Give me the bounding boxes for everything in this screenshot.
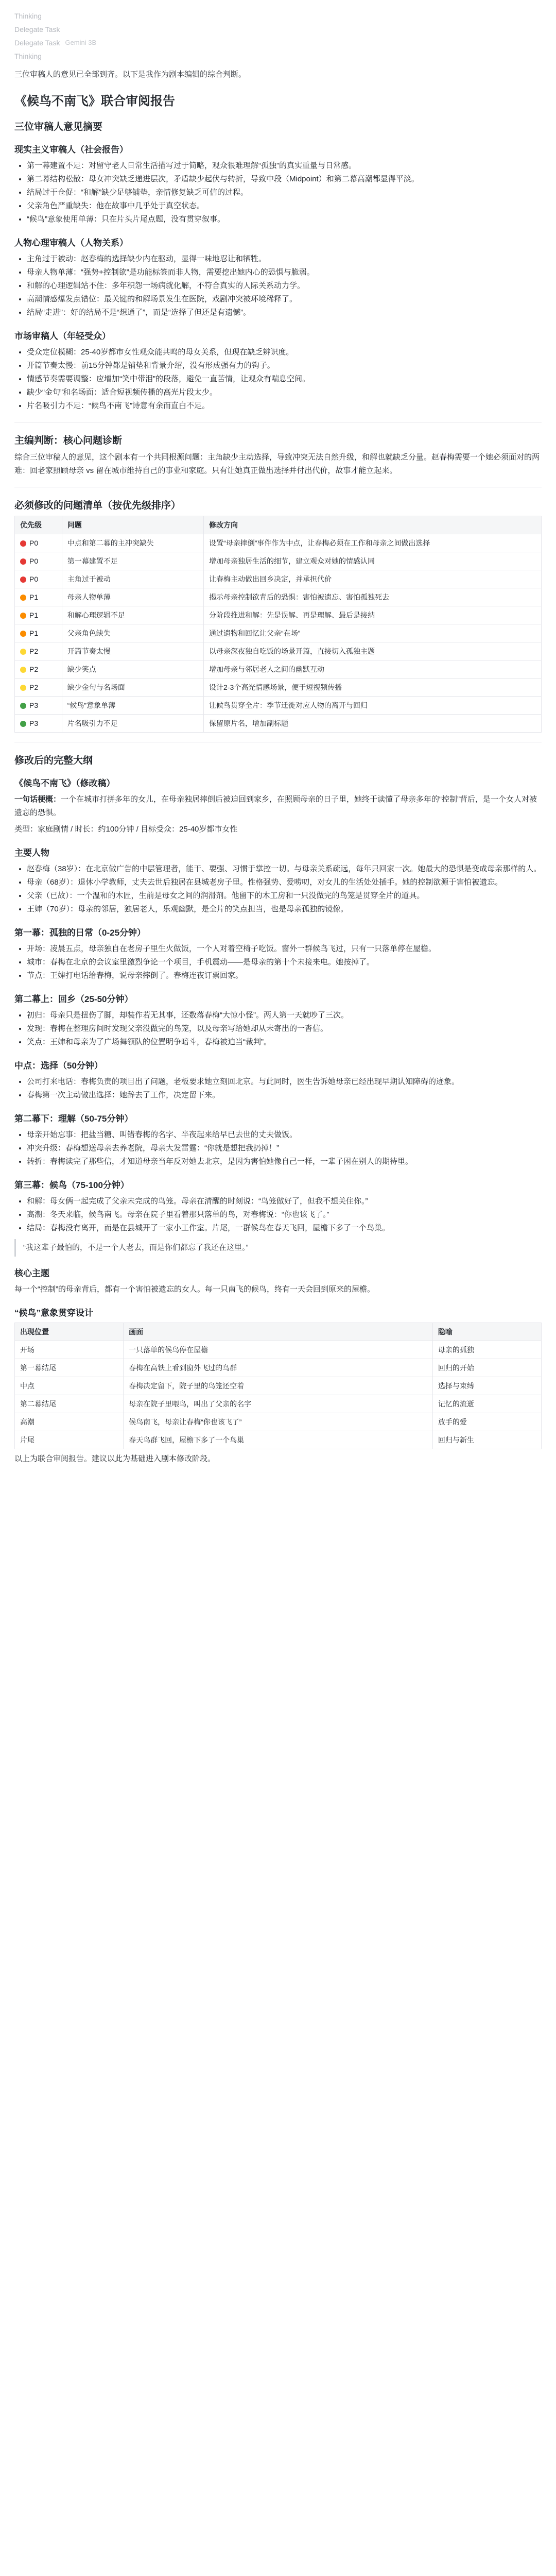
- list-item: • 和解的心理逻辑站不住：多年积怨一场病就化解，不符合真实的人际关系动力学。: [27, 279, 542, 293]
- list-item: • 开篇节奏太慢：前15分钟都是铺垫和背景介绍，没有形成强有力的钩子。: [27, 359, 542, 372]
- key-quote: “我这辈子最怕的，不是一个人老去，而是你们都忘了我还在这里。”: [14, 1239, 542, 1257]
- fix-cell: 揭示母亲控制欲背后的恐惧：害怕被遗忘、害怕孤独死去: [204, 588, 542, 606]
- column-header: 隐喻: [432, 1323, 541, 1341]
- motif-cell: 第二幕结尾: [15, 1395, 124, 1413]
- priority-dot-icon: [20, 703, 26, 709]
- fix-cell: 以母亲深夜独自吃饭的场景开篇，直接切入孤独主题: [204, 642, 542, 660]
- table-row: [15, 570, 542, 588]
- scene-item: • 节点：王婶打电话给春梅，说母亲摔倒了。春梅连夜订票回家。: [27, 969, 542, 982]
- theme-heading: 核心主题: [14, 1268, 49, 1278]
- issue-cell: 片名吸引力不足: [62, 715, 203, 733]
- motif-heading: “候鸟”意象贯穿设计: [14, 1308, 93, 1318]
- priority-label: P0: [29, 557, 39, 565]
- priority-dot-icon: [20, 613, 26, 619]
- table-row: [15, 1377, 542, 1395]
- priority-dot-icon: [20, 595, 26, 601]
- scene-item: • 转折：春梅读完了那些信，才知道母亲当年反对她去北京，是因为害怕她像自己一样，一辈子困在别人的期待里。: [27, 1155, 542, 1168]
- table-row: [15, 642, 542, 660]
- table-row: [15, 715, 542, 733]
- scene-item: • 开场：凌晨五点，母亲独自在老房子里生火做饭，一个人对着空椅子吃饭。窗外一群候鸟飞过，只有一只落单停在屋檐。: [27, 942, 542, 956]
- act-heading: 第三幕：候鸟（75-100分钟）: [14, 1180, 129, 1190]
- reviewer-list: [14, 346, 542, 413]
- priority-cell: [15, 642, 62, 660]
- logline: [14, 793, 542, 820]
- character-item: • 母亲（68岁）：退休小学教师，丈夫去世后独居在县城老房子里。性格强势、爱唠叨，对女儿的生活处处插手。她的控制欲源于害怕被遗忘。: [27, 876, 542, 889]
- priority-dot-icon: [20, 577, 26, 583]
- priority-label: P0: [29, 539, 39, 547]
- scene-list: [14, 1009, 542, 1049]
- fix-cell: 通过遗物和回忆让父亲“在场”: [204, 624, 542, 642]
- motif-cell: 片尾: [15, 1431, 124, 1449]
- scene-item: • 公司打来电话：春梅负责的项目出了问题，老板要求她立刻回北京。与此同时，医生告诉她母亲已经出现早期认知障碍的迹象。: [27, 1075, 542, 1089]
- section-heading: 修改后的完整大纲: [14, 755, 93, 766]
- priority-label: P3: [29, 701, 39, 709]
- table-row: [15, 1359, 542, 1377]
- act-heading: 第一幕：孤独的日常（0-25分钟）: [14, 928, 146, 938]
- fix-cell: 让春梅主动做出回乡决定，并承担代价: [204, 570, 542, 588]
- table-row: [15, 624, 542, 642]
- act-heading: 第二幕上：回乡（25-50分钟）: [14, 994, 133, 1004]
- scene-item: • 笑点：王婶和母亲为了广场舞领队的位置明争暗斗，春梅被迫当“裁判”。: [27, 1036, 542, 1049]
- priority-label: P1: [29, 611, 39, 619]
- delegate-label: Delegate Task: [14, 39, 60, 47]
- table-row: [15, 1413, 542, 1431]
- priority-dot-icon: [20, 631, 26, 637]
- priority-cell: [15, 679, 62, 697]
- priority-cell: [15, 606, 62, 624]
- film-meta: 类型：家庭剧情 / 时长：约100分钟 / 目标受众：25-40岁都市女性: [14, 825, 238, 834]
- intro-text: 三位审稿人的意见已全部到齐。以下是我作为剧本编辑的综合判断。: [14, 70, 247, 79]
- priority-label: P1: [29, 593, 39, 601]
- theme-text: 每一个“控制”的母亲背后，都有一个害怕被遗忘的女人。每一只南飞的候鸟，终有一天会回到原来的屋檐。: [14, 1285, 375, 1294]
- issue-cell: 父亲角色缺失: [62, 624, 203, 642]
- priority-table: [14, 516, 542, 733]
- issue-cell: 第一幕建置不足: [62, 552, 203, 570]
- table-body: [15, 1341, 542, 1449]
- priority-cell: [15, 552, 62, 570]
- fix-cell: 增加母亲与邻居老人之间的幽默互动: [204, 660, 542, 679]
- priority-label: P2: [29, 647, 39, 655]
- fix-cell: 设计2-3个高光情感场景，便于短视频传播: [204, 679, 542, 697]
- scene-item: • 和解：母女俩一起完成了父亲未完成的鸟笼。母亲在清醒的时刻说：“鸟笼做好了，但我不想关住你。”: [27, 1195, 542, 1208]
- priority-cell: [15, 588, 62, 606]
- motif-cell: 回归与新生: [432, 1431, 541, 1449]
- fix-cell: 分阶段推进和解：先是误解、再是理解、最后是接纳: [204, 606, 542, 624]
- list-item: • 高潮情感爆发点错位：最关键的和解场景发生在医院，戏剧冲突被环境稀释了。: [27, 293, 542, 306]
- priority-label: P2: [29, 665, 39, 673]
- priority-dot-icon: [20, 667, 26, 673]
- thinking-row[interactable]: [14, 49, 542, 63]
- priority-dot-icon: [20, 649, 26, 655]
- thinking-label: Thinking: [14, 52, 42, 60]
- scene-list: [14, 1075, 542, 1102]
- delegate-row[interactable]: [14, 36, 542, 49]
- priority-dot-icon: [20, 558, 26, 565]
- scene-item: • 高潮：冬天来临，候鸟南飞。母亲在院子里看着那只落单的鸟，对春梅说：“你也该飞了。”: [27, 1208, 542, 1222]
- scene-item: • 初归：母亲只是扭伤了脚，却装作若无其事，还数落春梅“大惊小怪”。两人第一天就吵了三次。: [27, 1009, 542, 1022]
- motif-cell: 一只落单的候鸟停在屋檐: [124, 1341, 433, 1359]
- priority-dot-icon: [20, 685, 26, 691]
- list-item: • 父亲角色严重缺失：他在故事中几乎处于真空状态。: [27, 199, 542, 213]
- motif-cell: 第一幕结尾: [15, 1359, 124, 1377]
- list-item: • 第一幕建置不足：对留守老人日常生活描写过于简略，观众很难理解“孤独”的真实重量与日常感。: [27, 159, 542, 173]
- logline-text: 一个在城市打拼多年的女儿，在母亲独居摔倒后被迫回到家乡，在照顾母亲的日子里，她终于读懂了母亲多年的“控制”背后，是一个女人对被遗忘的恐惧。: [14, 795, 537, 817]
- list-item: • 结局“走进”：好的结局不是“想通了”，而是“选择了但还是有遗憾”。: [27, 306, 542, 319]
- motif-cell: 选择与束缚: [432, 1377, 541, 1395]
- section-heading: 三位审稿人意见摘要: [14, 122, 103, 132]
- issue-cell: 开篇节奏太慢: [62, 642, 203, 660]
- act-heading: 中点：选择（50分钟）: [14, 1061, 103, 1071]
- priority-dot-icon: [20, 540, 26, 547]
- closing-text: 以上为联合审阅报告。建议以此为基础进入剧本修改阶段。: [14, 1454, 216, 1463]
- subsection-heading: 市场审稿人（年轻受众）: [14, 331, 111, 341]
- motif-cell: 高潮: [15, 1413, 124, 1431]
- priority-cell: [15, 534, 62, 552]
- character-item: • 赵春梅（38岁）：在北京做广告的中层管理者，能干、要强、习惯于掌控一切。与母亲关系疏远，每年只回家一次。她最大的恐惧是变成母亲那样的人。: [27, 862, 542, 876]
- reviewer-list: [14, 159, 542, 226]
- table-row: [15, 660, 542, 679]
- table-row: [15, 552, 542, 570]
- table-row: [15, 1341, 542, 1359]
- list-item: • 结局过于仓促：“和解”缺少足够铺垫，亲情修复缺乏可信的过程。: [27, 186, 542, 199]
- fix-cell: 让候鸟贯穿全片：季节迁徙对应人物的离开与回归: [204, 697, 542, 715]
- logline-label: 一句话梗概：: [14, 795, 61, 804]
- table-row: [15, 588, 542, 606]
- act-heading: 第二幕下：理解（50-75分钟）: [14, 1114, 133, 1124]
- priority-cell: [15, 697, 62, 715]
- issue-cell: 中点和第二幕的主冲突缺失: [62, 534, 203, 552]
- priority-label: P0: [29, 575, 39, 583]
- issue-cell: 和解心理逻辑不足: [62, 606, 203, 624]
- list-item: • 母亲人物单薄：“强势+控制欲”是功能标签而非人物，需要挖出她内心的恐惧与脆弱。: [27, 266, 542, 279]
- scene-item: • 结局：春梅没有离开，而是在县城开了一家小工作室。片尾，一群候鸟在春天飞回，屋檐下多了一个鸟巢。: [27, 1222, 542, 1235]
- scene-item: • 发现：春梅在整理房间时发现父亲没做完的鸟笼，以及母亲写给她却从未寄出的一沓信。: [27, 1022, 542, 1036]
- issue-cell: 主角过于被动: [62, 570, 203, 588]
- issue-cell: 缺少金句与名场面: [62, 679, 203, 697]
- priority-cell: [15, 715, 62, 733]
- column-header: 问题: [62, 516, 203, 534]
- column-header: 出现位置: [15, 1323, 124, 1341]
- priority-label: P2: [29, 683, 39, 691]
- issue-cell: 母亲人物单薄: [62, 588, 203, 606]
- motif-cell: 开场: [15, 1341, 124, 1359]
- scene-list: [14, 1128, 542, 1168]
- list-item: • “候鸟”意象使用单薄：只在片头片尾点题，没有贯穿叙事。: [27, 213, 542, 226]
- motif-cell: 春梅决定留下，院子里的鸟笼还空着: [124, 1377, 433, 1395]
- delegate-label: Delegate Task: [14, 25, 60, 33]
- scene-list: [14, 1195, 542, 1235]
- thinking-row[interactable]: [14, 9, 542, 23]
- table-header-row: [15, 1323, 542, 1341]
- motif-table: [14, 1323, 542, 1449]
- character-item: • 王婶（70岁）：母亲的邻居，独居老人，乐观幽默，是全片的笑点担当，也是母亲孤独的镜像。: [27, 903, 542, 916]
- table-header-row: [15, 516, 542, 534]
- list-item: • 第二幕结构松散：母女冲突缺乏递进层次，矛盾缺少起伏与转折，导致中段（Midpoint）和第二幕高潮都显得平淡。: [27, 173, 542, 186]
- priority-cell: [15, 624, 62, 642]
- motif-cell: 春天鸟群飞回，屋檐下多了一个鸟巢: [124, 1431, 433, 1449]
- table-row: [15, 606, 542, 624]
- table-row: [15, 1395, 542, 1413]
- priority-cell: [15, 660, 62, 679]
- motif-cell: 中点: [15, 1377, 124, 1395]
- issue-cell: 缺少笑点: [62, 660, 203, 679]
- priority-dot-icon: [20, 721, 26, 727]
- motif-cell: 候鸟南飞，母亲让春梅“你也该飞了”: [124, 1413, 433, 1431]
- column-header: 优先级: [15, 516, 62, 534]
- character-item: • 父亲（已故）：一个温和的木匠，生前是母女之间的润滑剂。他留下的木工房和一只没做完的鸟笼是贯穿全片的道具。: [27, 889, 542, 903]
- list-item: • 片名吸引力不足：“候鸟不南飞”诗意有余而直白不足。: [27, 399, 542, 413]
- scene-item: • 冲突升级：春梅想送母亲去养老院，母亲大发雷霆：“你就是想把我扔掉！”: [27, 1142, 542, 1155]
- table-row: [15, 534, 542, 552]
- diagnosis-text: 综合三位审稿人的意见，这个剧本有一个共同根源问题：主角缺少主动选择，导致冲突无法自然升级，和解也就缺乏分量。赵春梅需要一个她必须面对的两难：回老家照顾母亲 vs 留在城市维持自己的事业和家庭。只有让她真正做出选择并付出代价，故事才能立起来。: [14, 453, 540, 475]
- scene-item: • 城市：春梅在北京的会议室里激烈争论一个项目，手机震动——是母亲的第十个未接来电。她按掉了。: [27, 956, 542, 969]
- subsection-heading: 现实主义审稿人（社会报告）: [14, 145, 128, 155]
- section-heading: 必须修改的问题清单（按优先级排序）: [14, 500, 181, 511]
- reviewer-list: [14, 252, 542, 319]
- characters-list: [14, 862, 542, 916]
- column-header: 修改方向: [204, 516, 542, 534]
- characters-heading: 主要人物: [14, 848, 49, 858]
- motif-cell: 回归的开始: [432, 1359, 541, 1377]
- subsection-heading: 人物心理审稿人（人物关系）: [14, 238, 128, 248]
- fix-cell: 增加母亲独居生活的细节，建立观众对她的情感认同: [204, 552, 542, 570]
- table-body: [15, 534, 542, 733]
- issue-cell: “候鸟”意象单薄: [62, 697, 203, 715]
- list-item: • 主角过于被动：赵春梅的选择缺少内在驱动，显得一味地忍让和牺牲。: [27, 252, 542, 266]
- table-row: [15, 679, 542, 697]
- table-row: [15, 1431, 542, 1449]
- fix-cell: 保留原片名，增加副标题: [204, 715, 542, 733]
- acts-container: [14, 925, 542, 1235]
- fix-cell: 设置“母亲摔倒”事件作为中点，让春梅必须在工作和母亲之间做出选择: [204, 534, 542, 552]
- report-title: 《候鸟不南飞》联合审阅报告: [14, 94, 175, 108]
- section-heading: 主编判断：核心问题诊断: [14, 435, 123, 446]
- table-row: [15, 697, 542, 715]
- delegate-row[interactable]: [14, 23, 542, 36]
- thinking-log: [14, 9, 542, 63]
- scene-list: [14, 942, 542, 982]
- list-item: • 缺少“金句”和名场面：适合短视频传播的高光片段太少。: [27, 386, 542, 399]
- film-title: 《候鸟不南飞》（修改稿）: [14, 778, 115, 788]
- motif-cell: 记忆的流逝: [432, 1395, 541, 1413]
- motif-cell: 母亲的孤独: [432, 1341, 541, 1359]
- motif-cell: 放手的爱: [432, 1413, 541, 1431]
- list-item: • 受众定位模糊：25-40岁都市女性观众能共鸣的母女关系，但现在缺乏辨识度。: [27, 346, 542, 359]
- priority-label: P3: [29, 719, 39, 727]
- scene-item: • 春梅第一次主动做出选择：她辞去了工作，决定留下来。: [27, 1089, 542, 1102]
- list-item: • 情感节奏需要调整：应增加“笑中带泪”的段落，避免一直苦情，让观众有喘息空间。: [27, 372, 542, 386]
- motif-cell: 春梅在高铁上看到窗外飞过的鸟群: [124, 1359, 433, 1377]
- model-label: Gemini 3B: [65, 39, 97, 46]
- column-header: 画面: [124, 1323, 433, 1341]
- scene-item: • 母亲开始忘事：把盐当糖、叫错春梅的名字、半夜起来给早已去世的丈夫做饭。: [27, 1128, 542, 1142]
- thinking-label: Thinking: [14, 12, 42, 20]
- priority-cell: [15, 570, 62, 588]
- motif-cell: 母亲在院子里喂鸟，叫出了父亲的名字: [124, 1395, 433, 1413]
- priority-label: P1: [29, 629, 39, 637]
